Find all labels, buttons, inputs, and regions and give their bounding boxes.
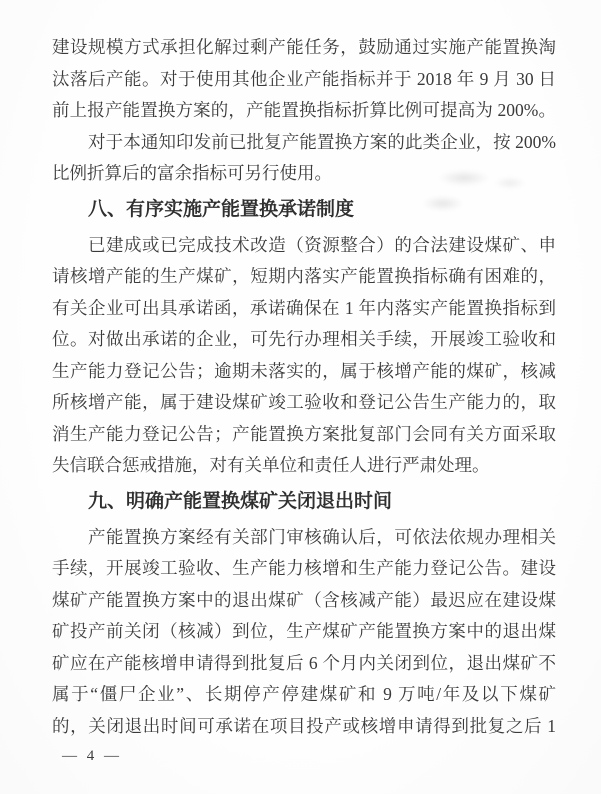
document-body xyxy=(52,0,556,742)
section-heading: 八、有序实施产能置换承诺制度 xyxy=(88,198,355,220)
section-heading: 九、明确产能置换煤矿关闭退出时间 xyxy=(88,490,393,512)
text-line: 所核增产能，属于建设煤矿竣工验收和登记公告生产能力的，取 xyxy=(52,392,556,412)
text-line: 建设规模方式承担化解过剩产能任务，鼓励通过实施产能置换淘 xyxy=(52,37,556,57)
text-line: 前上报产能置换方案的，产能置换指标折算比例可提高为 200%。 xyxy=(52,100,556,120)
text-line: 位。对做出承诺的企业，可先行办理相关手续，开展竣工验收和 xyxy=(52,329,556,349)
text-line: 属于“僵尸企业”、长期停产停建煤矿和 9 万吨/年及以下煤矿 xyxy=(52,684,556,704)
text-line: 汰落后产能。对于使用其他企业产能指标并于 2018 年 9 月 30 日 xyxy=(52,68,556,89)
text-line: 失信联合惩戒措施，对有关单位和责任人进行严肃处理。 xyxy=(52,455,490,475)
text-line: 对于本通知印发前已批复产能置换方案的此类企业，按 200% xyxy=(88,131,556,152)
text-line: 比例折算后的富余指标可另行使用。 xyxy=(52,163,332,183)
text-line: 生产能力登记公告；逾期未落实的，属于核增产能的煤矿，核减 xyxy=(52,360,556,381)
text-line: 产能置换方案经有关部门审核确认后，可依法依规办理相关 xyxy=(88,526,556,547)
page-number: — 4 — xyxy=(62,748,122,764)
text-line: 消生产能力登记公告；产能置换方案批复部门会同有关方面采取 xyxy=(52,423,556,444)
text-line: 请核增产能的生产煤矿，短期内落实产能置换指标确有困难的， xyxy=(52,266,556,286)
text-line: 矿应在产能核增申请得到批复后 6 个月内关闭到位，退出煤矿不 xyxy=(52,652,556,673)
text-line: 手续，开展竣工验收、生产能力核增和生产能力登记公告。建设 xyxy=(52,558,556,578)
text-line: 煤矿产能置换方案中的退出煤矿（含核减产能）最迟应在建设煤 xyxy=(52,589,556,610)
text-line: 的，关闭退出时间可承诺在项目投产或核增申请得到批复之后 1 xyxy=(52,715,556,736)
text-line: 已建成或已完成技术改造（资源整合）的合法建设煤矿、申 xyxy=(88,234,556,255)
text-line: 有关企业可出具承诺函，承诺确保在 1 年内落实产能置换指标到 xyxy=(52,297,556,318)
text-line: 矿投产前关闭（核减）到位，生产煤矿产能置换方案中的退出煤 xyxy=(52,621,556,641)
